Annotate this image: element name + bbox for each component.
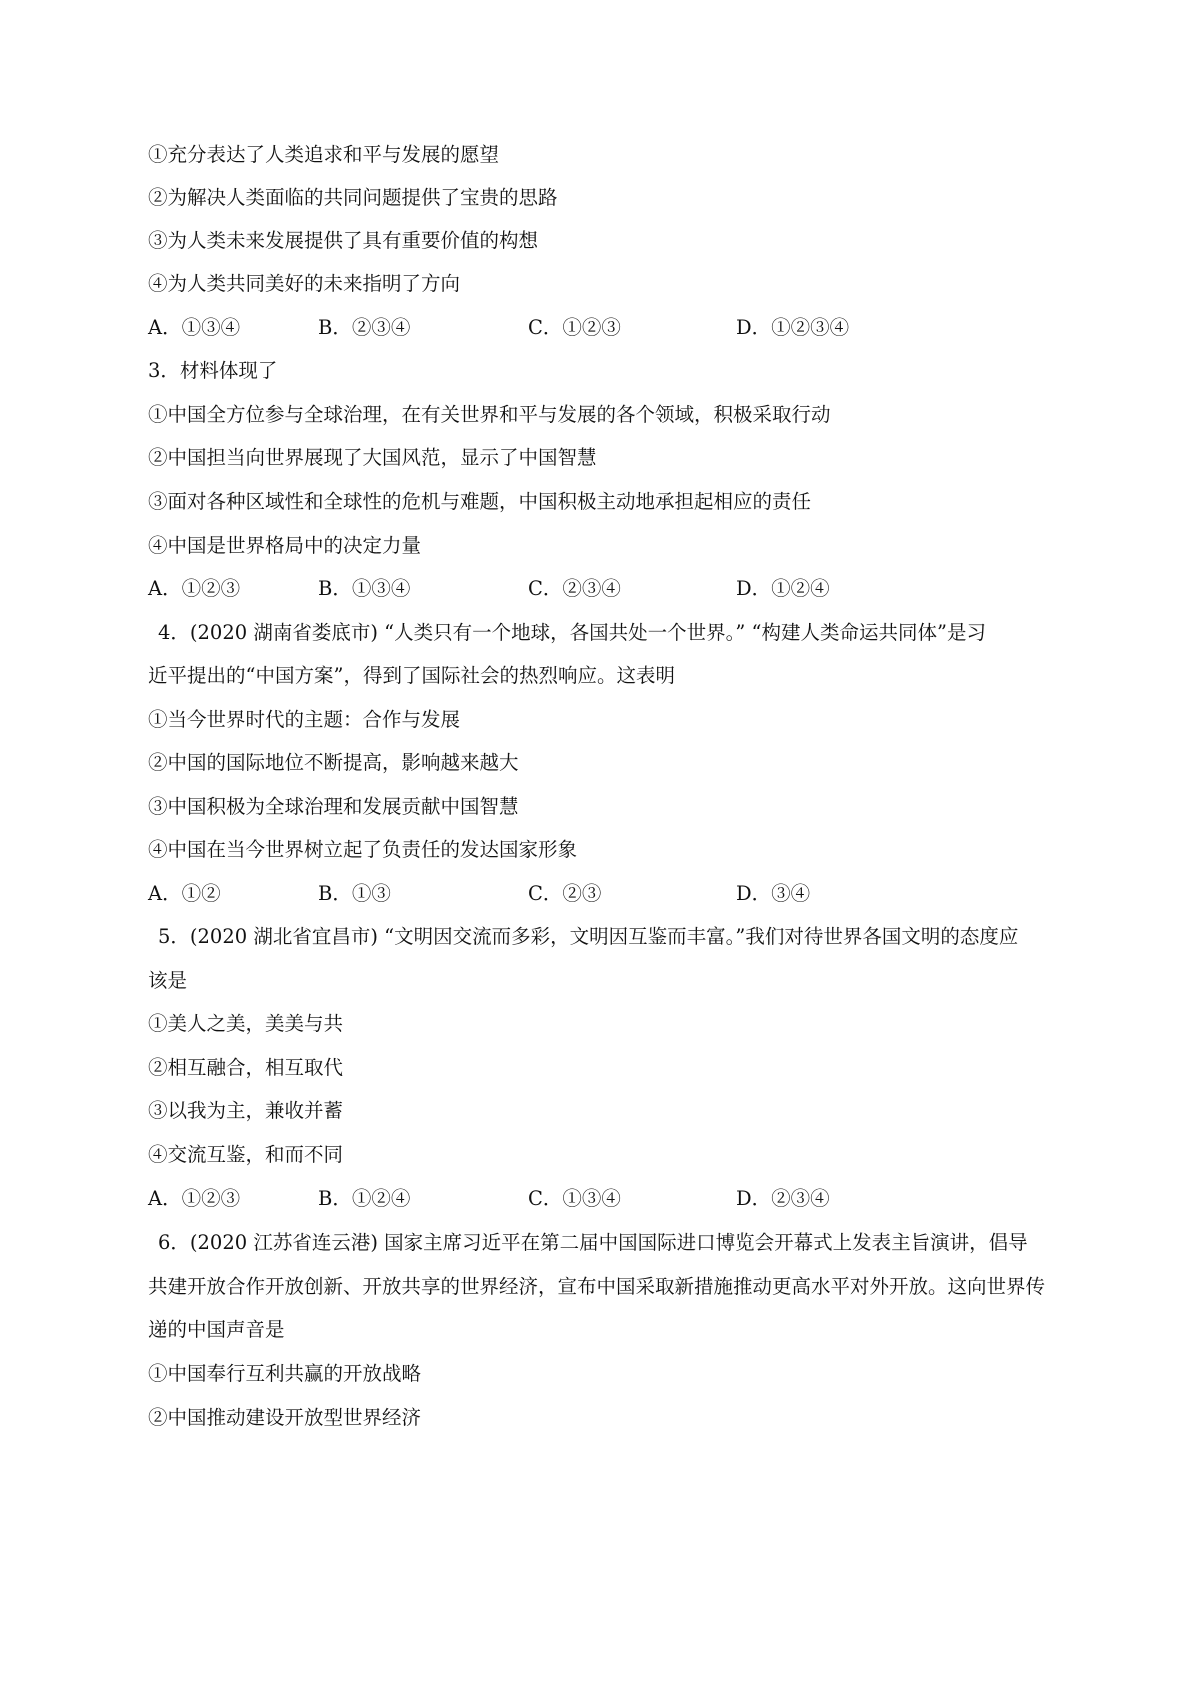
q2-option-b[interactable]: B．②③④ bbox=[318, 316, 411, 339]
q6-stem-line-1: 6．(2020 江苏省连云港) 国家主席习近平在第二届中国国际进口博览会开幕式上发表主旨演讲，倡导 bbox=[158, 1231, 1028, 1254]
q5-stem-line-2: 该是 bbox=[148, 969, 188, 992]
q3-option-c[interactable]: C．②③④ bbox=[528, 577, 621, 600]
q3-item-3: ③面对各种区域性和全球性的危机与难题，中国积极主动地承担起相应的责任 bbox=[148, 490, 812, 513]
q4-option-a[interactable]: A．①② bbox=[148, 882, 221, 905]
q4-option-b[interactable]: B．①③ bbox=[318, 882, 391, 905]
q4-item-4: ④中国在当今世界树立起了负责任的发达国家形象 bbox=[148, 838, 578, 861]
q2-item-4: ④为人类共同美好的未来指明了方向 bbox=[148, 272, 461, 295]
q2-item-2: ②为解决人类面临的共同问题提供了宝贵的思路 bbox=[148, 186, 558, 209]
q4-option-d[interactable]: D．③④ bbox=[736, 882, 811, 905]
q6-item-1: ①中国奉行互利共赢的开放战略 bbox=[148, 1362, 422, 1385]
q2-item-1: ①充分表达了人类追求和平与发展的愿望 bbox=[148, 143, 500, 166]
q5-item-2: ②相互融合，相互取代 bbox=[148, 1056, 344, 1079]
q5-stem-line-1: 5．(2020 湖北省宜昌市) “文明因交流而多彩，文明因互鉴而丰富。”我们对待世界各国文明的态度应 bbox=[158, 925, 1019, 948]
q6-item-2: ②中国推动建设开放型世界经济 bbox=[148, 1406, 422, 1429]
q5-item-3: ③以我为主，兼收并蓄 bbox=[148, 1099, 344, 1122]
q2-option-d[interactable]: D．①②③④ bbox=[736, 316, 850, 339]
q4-options bbox=[148, 882, 1048, 906]
q6-stem-line-2: 共建开放合作开放创新、开放共享的世界经济，宣布中国采取新措施推动更高水平对外开放。这向世界传 bbox=[148, 1275, 1046, 1298]
q6-stem-line-3: 递的中国声音是 bbox=[148, 1318, 285, 1341]
q3-options bbox=[148, 577, 1048, 601]
q5-option-c[interactable]: C．①③④ bbox=[528, 1187, 621, 1210]
q5-item-1: ①美人之美，美美与共 bbox=[148, 1012, 344, 1035]
q3-item-1: ①中国全方位参与全球治理，在有关世界和平与发展的各个领域，积极采取行动 bbox=[148, 403, 831, 426]
q4-option-c[interactable]: C．②③ bbox=[528, 882, 602, 905]
q4-stem-line-1: 4．(2020 湖南省娄底市) “人类只有一个地球，各国共处一个世界。” “构建人类命运共同体”是习 bbox=[158, 621, 986, 644]
q5-options bbox=[148, 1187, 1048, 1211]
q5-option-a[interactable]: A．①②③ bbox=[148, 1187, 241, 1210]
q3-option-a[interactable]: A．①②③ bbox=[148, 577, 241, 600]
q3-stem: 3．材料体现了 bbox=[148, 359, 278, 382]
q5-option-d[interactable]: D．②③④ bbox=[736, 1187, 830, 1210]
q5-item-4: ④交流互鉴，和而不同 bbox=[148, 1143, 344, 1166]
q4-stem-line-2: 近平提出的“中国方案”，得到了国际社会的热烈响应。这表明 bbox=[148, 664, 675, 687]
q4-item-2: ②中国的国际地位不断提高，影响越来越大 bbox=[148, 751, 519, 774]
q2-option-c[interactable]: C．①②③ bbox=[528, 316, 621, 339]
q3-option-d[interactable]: D．①②④ bbox=[736, 577, 830, 600]
q2-options bbox=[148, 316, 1048, 340]
q4-item-1: ①当今世界时代的主题：合作与发展 bbox=[148, 708, 461, 731]
q3-item-4: ④中国是世界格局中的决定力量 bbox=[148, 534, 422, 557]
q2-option-a[interactable]: A．①③④ bbox=[148, 316, 241, 339]
q2-item-3: ③为人类未来发展提供了具有重要价值的构想 bbox=[148, 229, 539, 252]
q3-option-b[interactable]: B．①③④ bbox=[318, 577, 411, 600]
q5-option-b[interactable]: B．①②④ bbox=[318, 1187, 411, 1210]
q3-item-2: ②中国担当向世界展现了大国风范，显示了中国智慧 bbox=[148, 446, 597, 469]
q4-item-3: ③中国积极为全球治理和发展贡献中国智慧 bbox=[148, 795, 519, 818]
